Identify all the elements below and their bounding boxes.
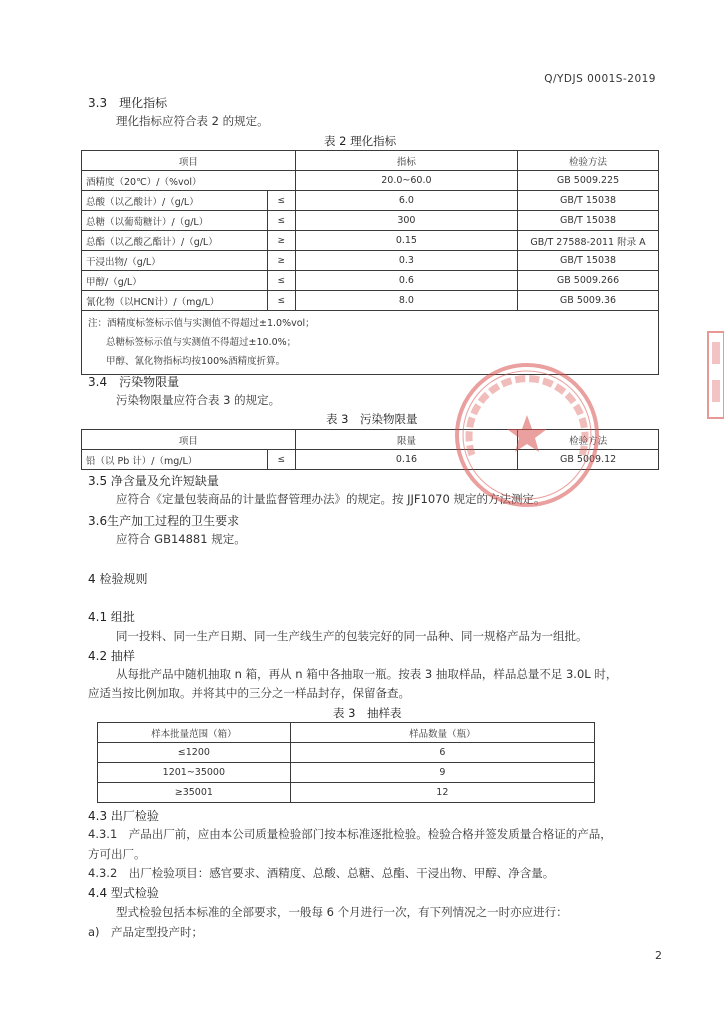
- method-cell: GB 5009.36: [518, 291, 659, 311]
- value-cell: 6.0: [295, 191, 517, 211]
- item-cell: 总酸（以乙酸计）/（g/L）: [82, 191, 268, 211]
- note-line: 注：酒精度标签标示值与实测值不得超过±1.0%vol；: [88, 318, 315, 329]
- table-row: [98, 783, 595, 803]
- company-seal-icon: [452, 360, 602, 510]
- section-3-4-text: 污染物限量应符合表 3 的规定。: [116, 393, 281, 407]
- table-row: [82, 291, 659, 311]
- header-cell: 项目: [82, 430, 296, 450]
- section-4-3-heading: 4.3 出厂检验: [88, 809, 159, 823]
- table-row: [98, 763, 595, 783]
- section-4-3-1-line1: 4.3.1 产品出厂前，应由本公司质量检验部门按本标准逐批检验。检验合格并签发质量合格证的产品，: [88, 827, 612, 841]
- section-3-6-heading: 3.6生产加工过程的卫生要求: [88, 514, 240, 528]
- symbol-cell: ≥: [267, 251, 295, 271]
- section-4-4-text: 型式检验包括本标准的全部要求，一般每 6 个月进行一次，有下列情况之一时亦应进行：: [116, 905, 568, 919]
- value-cell: 0.16: [295, 450, 517, 470]
- item-cell: 干浸出物/（g/L）: [82, 251, 268, 271]
- table-row: [98, 743, 595, 763]
- section-4-4-item-a: a) 产品定型投产时；: [88, 925, 204, 939]
- count-cell: 9: [290, 763, 594, 783]
- item-cell: 酒精度（20℃）/（%vol）: [82, 171, 296, 191]
- header-cell: 检验方法: [518, 151, 659, 171]
- document-number: Q/YDJS 0001S-2019: [544, 73, 656, 85]
- method-cell: GB/T 15038: [518, 191, 659, 211]
- table-header-row: [82, 151, 659, 171]
- note-line: 总糖标签标示值与实测值不得超过±10.0%；: [106, 337, 297, 348]
- value-cell: 300: [295, 211, 517, 231]
- header-cell: 检验方法: [518, 430, 659, 450]
- range-cell: ≥35001: [98, 783, 291, 803]
- header-cell: 样品数量（瓶）: [290, 723, 594, 743]
- section-4-1-text: 同一投料、同一生产日期、同一生产线生产的包装完好的同一品种、同一规格产品为一组批。: [116, 629, 588, 643]
- symbol-cell: ≤: [267, 450, 295, 470]
- item-cell: 总酯（以乙酸乙酯计）/（g/L）: [82, 231, 268, 251]
- table-row: [82, 191, 659, 211]
- table-row: [82, 211, 659, 231]
- header-cell: 指标: [295, 151, 517, 171]
- method-cell: GB/T 27588-2011 附录 A: [518, 231, 659, 251]
- section-3-3-heading: 3.3 理化指标: [88, 96, 168, 110]
- method-cell: GB/T 15038: [518, 211, 659, 231]
- section-3-3-text: 理化指标应符合表 2 的规定。: [116, 114, 269, 128]
- method-cell: GB 5009.266: [518, 271, 659, 291]
- edge-seal-mark-icon: [704, 330, 724, 420]
- section-4-1-heading: 4.1 组批: [88, 610, 135, 624]
- count-cell: 12: [290, 783, 594, 803]
- item-cell: 甲醇/（g/L）: [82, 271, 268, 291]
- count-cell: 6: [290, 743, 594, 763]
- sampling-table-caption: 表 3 抽样表: [333, 706, 402, 720]
- section-4-2-text-line1: 从每批产品中随机抽取 n 箱，再从 n 箱中各抽取一瓶。按表 3 抽取样品，样品总量不足 3.0L 时，: [116, 667, 618, 681]
- symbol-cell: ≤: [267, 211, 295, 231]
- method-cell: GB 5009.225: [518, 171, 659, 191]
- item-cell: 氰化物（以HCN计）/（mg/L）: [82, 291, 268, 311]
- method-cell: GB/T 15038: [518, 251, 659, 271]
- value-cell: 0.15: [295, 231, 517, 251]
- symbol-cell: ≥: [267, 231, 295, 251]
- section-4-4-heading: 4.4 型式检验: [88, 886, 159, 900]
- symbol-cell: ≤: [267, 271, 295, 291]
- page-number: 2: [655, 949, 662, 962]
- item-cell: 铅（以 Pb 计）/（mg/L）: [82, 450, 268, 470]
- header-cell: 项目: [82, 151, 296, 171]
- section-4-2-text-line2: 应适当按比例加取。并将其中的三分之一样品封存，保留备查。: [88, 686, 410, 700]
- header-cell: 限量: [295, 430, 517, 450]
- table-header-row: [98, 723, 595, 743]
- value-cell: 0.3: [295, 251, 517, 271]
- note-line: 甲醇、氰化物指标均按100%酒精度折算。: [106, 356, 286, 367]
- value-cell: 8.0: [295, 291, 517, 311]
- section-3-5-text: 应符合《定量包装商品的计量监督管理办法》的规定。按 JJF1070 规定的方法测定。: [116, 492, 546, 506]
- table-row: [82, 231, 659, 251]
- table-2-physicochemical: [81, 150, 659, 375]
- symbol-cell: ≤: [267, 191, 295, 211]
- value-cell: 20.0~60.0: [295, 171, 517, 191]
- section-4-3-2-text: 4.3.2 出厂检验项目：感官要求、酒精度、总酸、总糖、总酯、干浸出物、甲醇、净含量。: [88, 866, 555, 880]
- section-3-6-text: 应符合 GB14881 规定。: [116, 532, 246, 546]
- sampling-table: [97, 722, 595, 803]
- item-cell: 总糖（以葡萄糖计）/（g/L）: [82, 211, 268, 231]
- table-row: [82, 251, 659, 271]
- section-4-2-heading: 4.2 抽样: [88, 649, 135, 663]
- symbol-cell: ≤: [267, 291, 295, 311]
- table-row: [82, 271, 659, 291]
- section-4-heading: 4 检验规则: [88, 572, 148, 586]
- table-2-caption: 表 2 理化指标: [324, 134, 397, 148]
- value-cell: 0.6: [295, 271, 517, 291]
- section-3-5-heading: 3.5 净含量及允许短缺量: [88, 474, 219, 488]
- range-cell: 1201~35000: [98, 763, 291, 783]
- table-row: [82, 171, 659, 191]
- method-cell: GB 5009.12: [518, 450, 659, 470]
- section-3-4-heading: 3.4 污染物限量: [88, 375, 180, 389]
- header-cell: 样本批量范围（箱）: [98, 723, 291, 743]
- section-4-3-1-line2: 方可出厂。: [88, 847, 146, 861]
- range-cell: ≤1200: [98, 743, 291, 763]
- table-3-caption: 表 3 污染物限量: [326, 412, 418, 426]
